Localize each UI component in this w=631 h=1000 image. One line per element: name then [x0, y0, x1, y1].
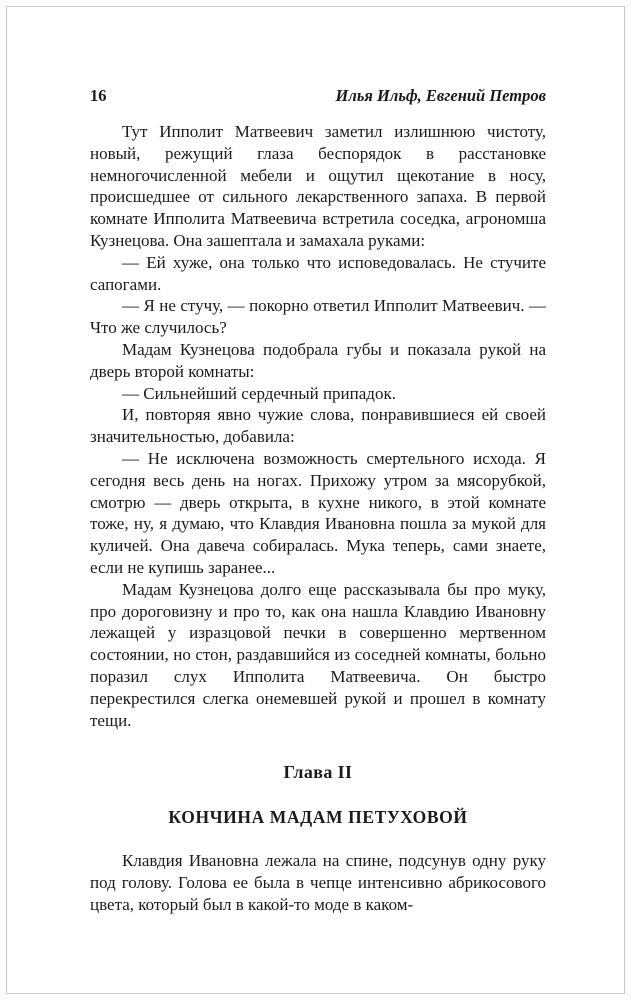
dialogue-paragraph: — Ей хуже, она только что исповедовалась. Не стучите сапогами. — [90, 252, 546, 294]
page-number: 16 — [90, 86, 107, 105]
chapter-title-heading: КОНЧИНА МАДАМ ПЕТУХОВОЙ — [168, 807, 468, 828]
running-header-authors: Илья Ильф, Евгений Петров — [335, 86, 546, 105]
dialogue-paragraph: — Я не стучу, — покорно ответил Ипполит Матвеевич. — Что же случилось? — [90, 296, 546, 338]
paragraph: И, повторяя явно чужие слова, понравившиеся ей своей значительностью, добавила: — [90, 405, 546, 447]
dialogue-paragraph: — Сильнейший сердечный припадок. — [122, 383, 396, 403]
paragraph: Мадам Кузнецова подобрала губы и показала рукой на дверь второй комнаты: — [90, 339, 546, 381]
text-block — [90, 121, 546, 915]
paragraph: Тут Ипполит Матвеевич заметил излишнюю чистоту, новый, режущий глаза беспорядок в расстановке немногочисленной мебели и ощутил щекотание в носу, происшедшее от сильного лекарственного запаха. В первой комнате Ипполита Матвеевича встретила соседка, агрономша Кузнецова. Она зашептала и замахала руками: — [90, 122, 546, 250]
paragraph: Мадам Кузнецова долго еще рассказывала бы про муку, про дороговизну и про то, как она нашла Клавдию Ивановну лежащей у изразцовой печки в совершенно мертвенном состоянии, но стон, раздавшийся из соседней комнаты, больно поразил слух Ипполита Матвеевича. Он быстро перекрестился слегка онемевшей рукой и прошел в комнату тещи. — [90, 579, 546, 730]
chapter-number-heading: Глава II — [283, 762, 353, 783]
paragraph: Клавдия Ивановна лежала на спине, подсунув одну руку под голову. Голова ее была в чепце интенсивно абрикосового цвета, который был в какой-то моде в каком- — [90, 850, 546, 914]
dialogue-paragraph: — Не исключена возможность смертельного исхода. Я сегодня весь день на ногах. Прихожу утром за мясорубкой, смотрю — дверь открыта, в кухне никого, в этой комнате тоже, ну, я думаю, что Клавдия Ивановна пошла за мукой для куличей. Она давеча собиралась. Мука теперь, сами знаете, если не купишь заранее... — [90, 448, 546, 577]
running-header — [90, 86, 546, 106]
